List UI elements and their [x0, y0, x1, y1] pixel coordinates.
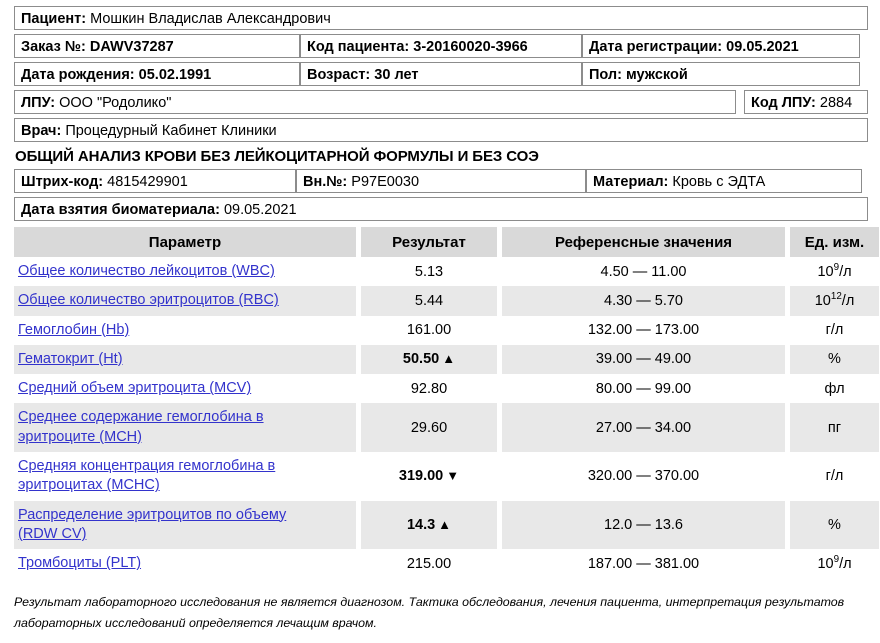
results-table-body: [14, 257, 879, 578]
result-value: 92.80: [410, 380, 448, 397]
doctor-row: [14, 118, 868, 142]
analysis-title: ОБЩИЙ АНАЛИЗ КРОВИ БЕЗ ЛЕЙКОЦИТАРНОЙ ФОРМУЛЫ И БЕЗ СОЭ: [15, 148, 539, 165]
cell-parameter: [14, 257, 356, 286]
age-label: Возраст:: [307, 67, 371, 83]
cell-parameter: [14, 403, 356, 452]
clinic-value: ООО "Родолико": [59, 95, 172, 111]
order-number-value: DAWV37287: [89, 39, 174, 55]
clinic-row: [14, 90, 868, 114]
table-row: [14, 374, 879, 403]
table-row: [14, 452, 879, 501]
order-row: [14, 34, 868, 58]
flag-high-icon: ▲: [442, 351, 456, 367]
parameter-link[interactable]: Тромбоциты (PLT): [18, 555, 142, 572]
doctor-label: Врач:: [21, 123, 62, 139]
barcode-cell: [14, 169, 296, 193]
unit-base: фл: [824, 380, 845, 397]
cell-result: [361, 316, 497, 345]
result-value: 319.00: [398, 468, 444, 485]
unit-exponent: 12: [830, 291, 842, 303]
result-value: 215.00: [406, 555, 452, 572]
unit-base: 10: [817, 555, 834, 572]
result-value: 5.44: [414, 292, 444, 309]
cell-result: [361, 452, 497, 501]
patient-code-cell: [300, 34, 582, 58]
unit-base: г/л: [825, 468, 844, 485]
result-value: 50.50: [402, 351, 440, 368]
collection-date-cell: [14, 197, 868, 221]
doctor-value: Процедурный Кабинет Клиники: [65, 123, 277, 139]
cell-result: [361, 549, 497, 578]
material-cell: [586, 169, 862, 193]
cell-parameter: [14, 286, 356, 315]
unit-base: %: [828, 351, 841, 368]
patient-label: Пациент:: [21, 11, 87, 27]
clinic-cell: [14, 90, 736, 114]
patient-code-label: Код пациента:: [307, 39, 410, 55]
cell-reference-range: 27.00 — 34.00: [502, 403, 785, 452]
cell-unit: [790, 286, 879, 315]
parameter-link[interactable]: Распределение эритроцитов по объему: [18, 506, 287, 523]
cell-reference-range: 4.50 — 11.00: [600, 263, 687, 280]
parameter-link[interactable]: Средний объем эритроцита (MCV): [18, 380, 252, 397]
parameter-link-line2[interactable]: эритроцитах (MCHC): [18, 477, 160, 494]
birth-date-label: Дата рождения:: [21, 67, 135, 83]
cell-reference-range: 80.00 — 99.00: [595, 380, 692, 397]
unit-exponent: 9: [833, 261, 840, 273]
cell-parameter: [14, 374, 356, 403]
parameter-link[interactable]: Гематокрит (Ht): [18, 350, 123, 367]
cell-unit: [790, 257, 879, 286]
collection-date-value: 09.05.2021: [223, 202, 297, 218]
unit-tail: /л: [839, 555, 852, 572]
results-table-header-row: [14, 227, 879, 257]
cell-parameter: [14, 345, 356, 374]
cell-result: [361, 374, 497, 403]
result-value: 29.60: [410, 419, 448, 436]
clinic-code-cell: [744, 90, 868, 114]
patient-name-cell: [14, 6, 868, 30]
specimen-row: [14, 169, 868, 193]
order-number-cell: [14, 34, 300, 58]
age-value: 30 лет: [374, 67, 419, 83]
table-row: [14, 286, 879, 315]
table-row: [14, 501, 879, 550]
parameter-link[interactable]: Среднее содержание гемоглобина в: [18, 409, 264, 426]
patient-row: [14, 6, 868, 30]
cell-unit: [790, 452, 879, 501]
registration-date-label: Дата регистрации:: [589, 39, 723, 55]
cell-reference-range: 320.00 — 370.00: [587, 468, 700, 485]
internal-number-value: P97E0030: [351, 174, 420, 190]
table-row: [14, 403, 879, 452]
unit-base: г/л: [825, 322, 844, 339]
patient-name-value: Мошкин Владислав Александрович: [90, 11, 331, 27]
cell-result: [361, 257, 497, 286]
barcode-value: 4815429901: [107, 174, 188, 190]
unit-base: %: [828, 516, 841, 533]
table-row: [14, 345, 879, 374]
material-label: Материал:: [593, 174, 669, 190]
unit-base: пг: [827, 419, 842, 436]
cell-unit: [790, 345, 879, 374]
cell-reference-range: 132.00 — 173.00: [587, 322, 700, 339]
cell-parameter: [14, 316, 356, 345]
parameter-link[interactable]: Гемоглобин (Hb): [18, 321, 130, 338]
unit-exponent: 9: [833, 553, 840, 565]
unit-tail: /л: [839, 263, 852, 280]
result-value: 161.00: [406, 322, 452, 339]
cell-reference-range: 39.00 — 49.00: [502, 345, 785, 374]
unit-tail: /л: [841, 292, 855, 309]
report-sheet: [14, 6, 868, 633]
birth-date-value: 05.02.1991: [138, 67, 212, 83]
patient-code-value: 3-20160020-3966: [413, 39, 528, 55]
table-row: [14, 549, 879, 578]
birth-date-cell: [14, 62, 300, 86]
sex-label: Пол:: [589, 67, 622, 83]
cell-reference-range: 187.00 — 381.00: [587, 555, 700, 572]
doctor-cell: [14, 118, 868, 142]
clinic-code-label: Код ЛПУ:: [751, 95, 816, 111]
table-row: [14, 257, 879, 286]
cell-parameter: [14, 452, 356, 501]
parameter-link-line2[interactable]: (RDW CV): [18, 525, 87, 542]
cell-result: [361, 403, 497, 452]
order-number-label: Заказ №:: [21, 39, 86, 55]
cell-reference-range: 4.30 — 5.70: [502, 286, 785, 315]
parameter-link[interactable]: Общее количество эритроцитов (RBC): [18, 292, 279, 309]
cell-unit: [790, 316, 879, 345]
cell-parameter: [14, 549, 356, 578]
parameter-link-line2[interactable]: эритроците (MCH): [18, 428, 142, 445]
material-value: Кровь с ЭДТА: [672, 174, 766, 190]
collection-date-label: Дата взятия биоматериала:: [21, 202, 220, 218]
unit-base: 10: [814, 292, 831, 309]
parameter-link[interactable]: Средняя концентрация гемоглобина в: [18, 457, 276, 474]
column-header-reference: Референсные значения: [502, 227, 785, 257]
cell-result: [361, 345, 497, 374]
cell-unit: [790, 374, 879, 403]
results-table: [9, 227, 880, 578]
flag-high-icon: ▲: [438, 516, 452, 532]
internal-number-label: Вн.№:: [303, 174, 348, 190]
sex-cell: [582, 62, 860, 86]
age-cell: [300, 62, 582, 86]
cell-unit: [790, 549, 879, 578]
registration-date-cell: [582, 34, 860, 58]
cell-unit: [790, 403, 879, 452]
sex-value: мужской: [626, 67, 688, 83]
result-value: 5.13: [414, 263, 444, 280]
cell-reference-range: 12.0 — 13.6: [502, 501, 785, 550]
unit-base: 10: [817, 263, 834, 280]
barcode-label: Штрих-код:: [21, 174, 104, 190]
collection-date-row: [14, 197, 868, 221]
registration-date-value: 09.05.2021: [726, 39, 799, 55]
cell-parameter: [14, 501, 356, 550]
cell-result: [361, 286, 497, 315]
clinic-label: ЛПУ:: [21, 95, 56, 111]
parameter-link[interactable]: Общее количество лейкоцитов (WBC): [18, 263, 275, 279]
table-row: [14, 316, 879, 345]
column-header-units: Ед. изм.: [790, 227, 879, 257]
demographics-row: [14, 62, 868, 86]
result-value: 14.3: [406, 516, 436, 533]
column-header-parameter: Параметр: [14, 227, 356, 257]
cell-unit: [790, 501, 879, 550]
column-header-result: Результат: [361, 227, 497, 257]
cell-result: [361, 501, 497, 550]
flag-low-icon: ▼: [446, 468, 460, 484]
clinic-code-value: 2884: [819, 95, 853, 111]
disclaimer-text: Результат лабораторного исследования не является диагнозом. Тактика обследования, лечения пациента, интерпретация результатов лабораторных исследований определяется лечащим врачом.: [14, 595, 845, 630]
internal-number-cell: [296, 169, 586, 193]
